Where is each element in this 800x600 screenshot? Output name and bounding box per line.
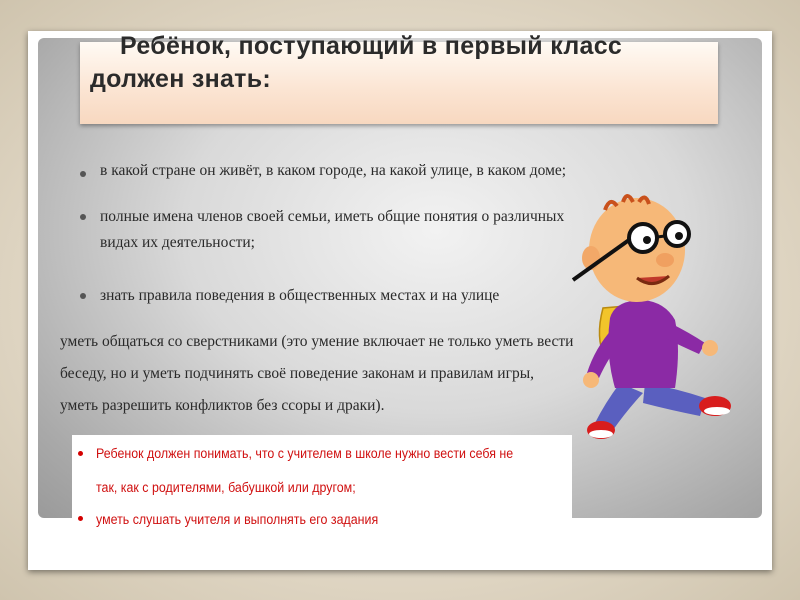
bullet-item: знать правила поведения в общественных местах и на улице xyxy=(100,287,500,304)
paragraph-line: беседу, но и уметь подчинять своё поведение законам и правилам игры, xyxy=(60,365,534,382)
bullet-item: в какой стране он живёт, в каком городе, на какой улице, в каком доме; xyxy=(100,162,567,179)
bullet-item: полные имена членов своей семьи, иметь общие понятия о различных видах их деятельности; xyxy=(100,208,565,251)
bullet-dot xyxy=(80,171,86,177)
bullet-dot xyxy=(78,516,83,521)
highlight-line: уметь слушать учителя и выполнять его задания xyxy=(96,512,379,527)
bullet-dot xyxy=(80,293,86,299)
paragraph-line: уметь общаться со сверстниками (это умение включает не только уметь вести xyxy=(60,333,574,350)
bullet-dot xyxy=(78,451,83,456)
schoolboy-illustration xyxy=(565,188,745,460)
highlight-line: так, как с родителями, бабушкой или другом; xyxy=(96,480,356,495)
bullet-dot xyxy=(80,214,86,220)
paragraph-line: уметь разрешить конфликтов без ссоры и драки). xyxy=(60,397,385,414)
slide-title: Ребёнок, поступающий в первый класс должен знать: xyxy=(90,32,623,93)
highlight-line: Ребенок должен понимать, что с учителем в школе нужно вести себя не xyxy=(96,446,514,461)
